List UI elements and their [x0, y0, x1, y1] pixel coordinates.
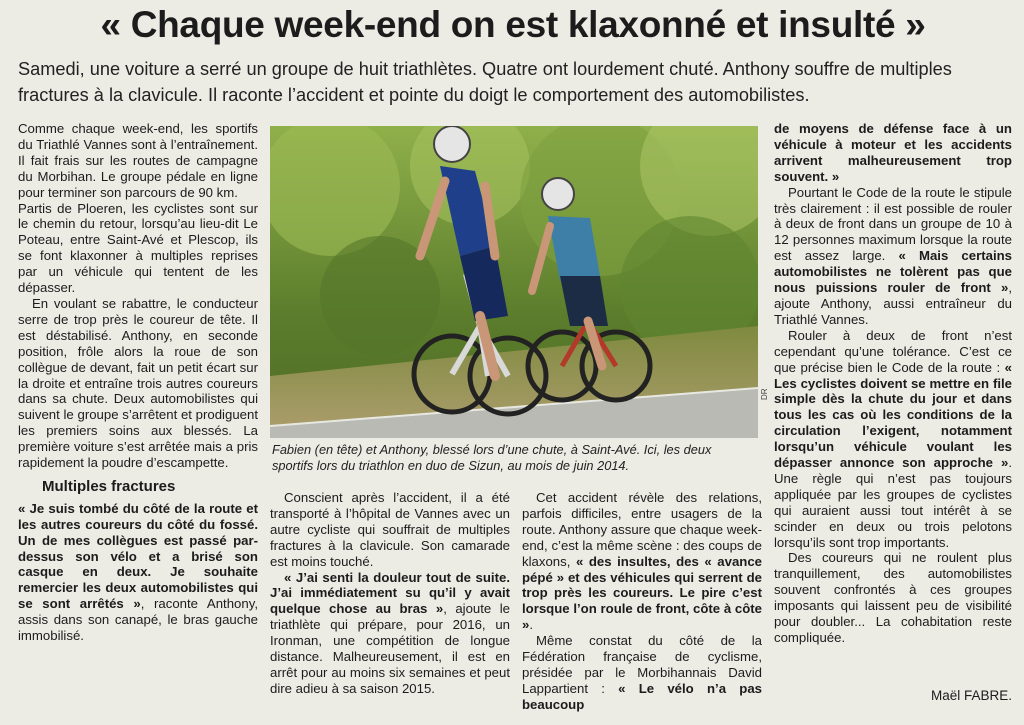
- col4-paragraph-2: [774, 328, 1012, 551]
- photo-credit: DR: [760, 388, 769, 400]
- col3-paragraph-1: [522, 490, 762, 633]
- author-signature: Maël FABRE.: [930, 688, 1012, 703]
- col1-after-quote: , raconte Anthony, assis dans son canapé, le bras gauche immobilisé.: [18, 596, 258, 644]
- col3-p1-quote: « des insultes, des « avance pépé » et des véhicules qui serrent de trop près les coureurs. Le pire c’est lorsque l’on roule de front, côte à côte »: [522, 553, 762, 633]
- photo-caption: Fabien (en tête) et Anthony, blessé lors d’une chute, à Saint-Avé. Ici, les deux sportifs lors du triathlon en duo de Sizun, au mois de juin 2014.: [272, 442, 712, 473]
- col4-p1-quote: « Mais certains automobilistes ne tolèrent pas que nous puissions rouler de front »: [774, 248, 1013, 296]
- col3-p1-end: .: [529, 617, 534, 633]
- col3-p2-quote: « Le vélo n’a pas beaucoup: [522, 680, 762, 712]
- col1-quote: « Je suis tombé du côté de la route et les autres coureurs du côté du fossé. Un de mes collègues est passé par-dessus son vélo et a brisé son casque en deux. Je souhaite remercier les deux automobilistes qui se sont arrêtés »: [18, 500, 258, 612]
- col2-quote: « J’ai senti la douleur tout de suite. J’ai immédiatement su qu’il y avait quelque chose au bras »: [270, 569, 510, 617]
- col4-quote-continuation: [774, 121, 1012, 185]
- col3-paragraph-2: [522, 633, 762, 713]
- col4-p1-text: Pourtant le Code de la route le stipule très clairement : il est possible de rouler à deux de front dans un groupe de 10 à 12 personnes maximum lorsque la route est assez large.: [774, 184, 1012, 264]
- col4-p0-quote: de moyens de défense face à un véhicule à moteur et les accidents arrivent malheureusement trop souvent. »: [774, 121, 1012, 184]
- article-headline: « Chaque week-end on est klaxonné et insulté »: [100, 4, 926, 45]
- col2-quote-paragraph: [270, 570, 510, 697]
- article-column-2: [270, 490, 510, 697]
- subheading: Multiples fractures: [42, 477, 176, 495]
- col3-p1-text: Cet accident révèle des relations, parfois difficiles, entre usagers de la route. Anthony assure que chaque week-end, c’est la même scène : des coups de klaxons,: [522, 490, 762, 569]
- col1-paragraph-2: Partis de Ploeren, les cyclistes sont sur le chemin du retour, lorsqu’au lieu-dit Le Poteau, entre Saint-Avé et Plescop, ils se font klaxonner à multiples reprises par un véhicule qui tentent de les dépasser.: [18, 200, 258, 296]
- article-column-4: [774, 121, 1012, 646]
- col1-quote-paragraph: [18, 501, 258, 644]
- col4-p2-end: . Une règle qui n’est pas toujours appliquée par les groupes de cyclistes qui auraient aussi tout intérêt à se scinder en deux ou trois pelotons lorsqu’ils sont trop importants.: [774, 455, 1012, 550]
- col1-paragraph-3: En voulant se rabattre, le conducteur serre de trop près le coureur de tête. Il est déstabilisé. Anthony, en seconde position, frôle alors la roue de son collègue de devant, fait un petit écart sur la droite et entraîne trois autres coureurs dans sa chute. Deux automobilistes qui suivent le groupe s’arrêtent et prodiguent les premiers soins aux blessés. La première voiture s’est arrêtée mais a pris rapidement la poudre d’escampette.: [18, 295, 258, 471]
- col2-paragraph-1: Conscient après l’accident, il a été transporté à l’hôpital de Vannes avec un autre cycliste qui souffrait de multiples fractures à la clavicule. Son camarade est moins touché.: [270, 490, 510, 569]
- col4-paragraph-3: Des coureurs qui ne roulent plus tranquillement, des automobilistes souvent confrontés à ces groupes imposants qui laissent peu de visibilité pour doubler... La cohabitation reste compliquée.: [774, 550, 1012, 645]
- col2-after-quote: , ajoute le triathlète qui prépare, pour 2016, un Ironman, une compétition de longue distance. Malheureusement, il est en arrêt pour au moins six semaines et peut dire adieu à sa saison 2015.: [270, 601, 511, 696]
- col3-p2-text: Même constat du côté de la Fédération française de cyclisme, présidée par le Morbihannais David Lappartient :: [522, 633, 762, 696]
- col4-p2-text: Rouler à deux de front n’est cependant qu’une tolérance. C’est ce que précise bien le Code de la route :: [774, 327, 1012, 375]
- col1-paragraph-1: Comme chaque week-end, les sportifs du Triathlé Vannes sont à l’entraînement. Il fait frais sur les routes de campagne du Morbihan. Le groupe pédale en ligne pour terminer son parcours de 90 km.: [18, 121, 258, 200]
- article-column-3: [522, 490, 762, 713]
- col4-p1-end: , ajoute Anthony, aussi entraîneur du Triathlé Vannes.: [774, 280, 1012, 327]
- article-photo: [270, 126, 758, 438]
- article-lead: Samedi, une voiture a serré un groupe de huit triathlètes. Quatre ont lourdement chuté. Anthony souffre de multiples fractures à la clavicule. Il raconte l’accident et pointe du doigt le comportement des automobilistes.: [18, 59, 952, 105]
- col4-p2-quote: « Les cyclistes doivent se mettre en file simple dès la chute du jour et dans tous les cas où les conditions de la circulation l’exigent, notamment lorsqu’un véhicule voulant les dépasser annonce son approche »: [774, 359, 1012, 471]
- cyclists-photo-illustration: [270, 126, 758, 438]
- col4-paragraph-1: [774, 185, 1012, 328]
- article-column-1: [18, 121, 258, 644]
